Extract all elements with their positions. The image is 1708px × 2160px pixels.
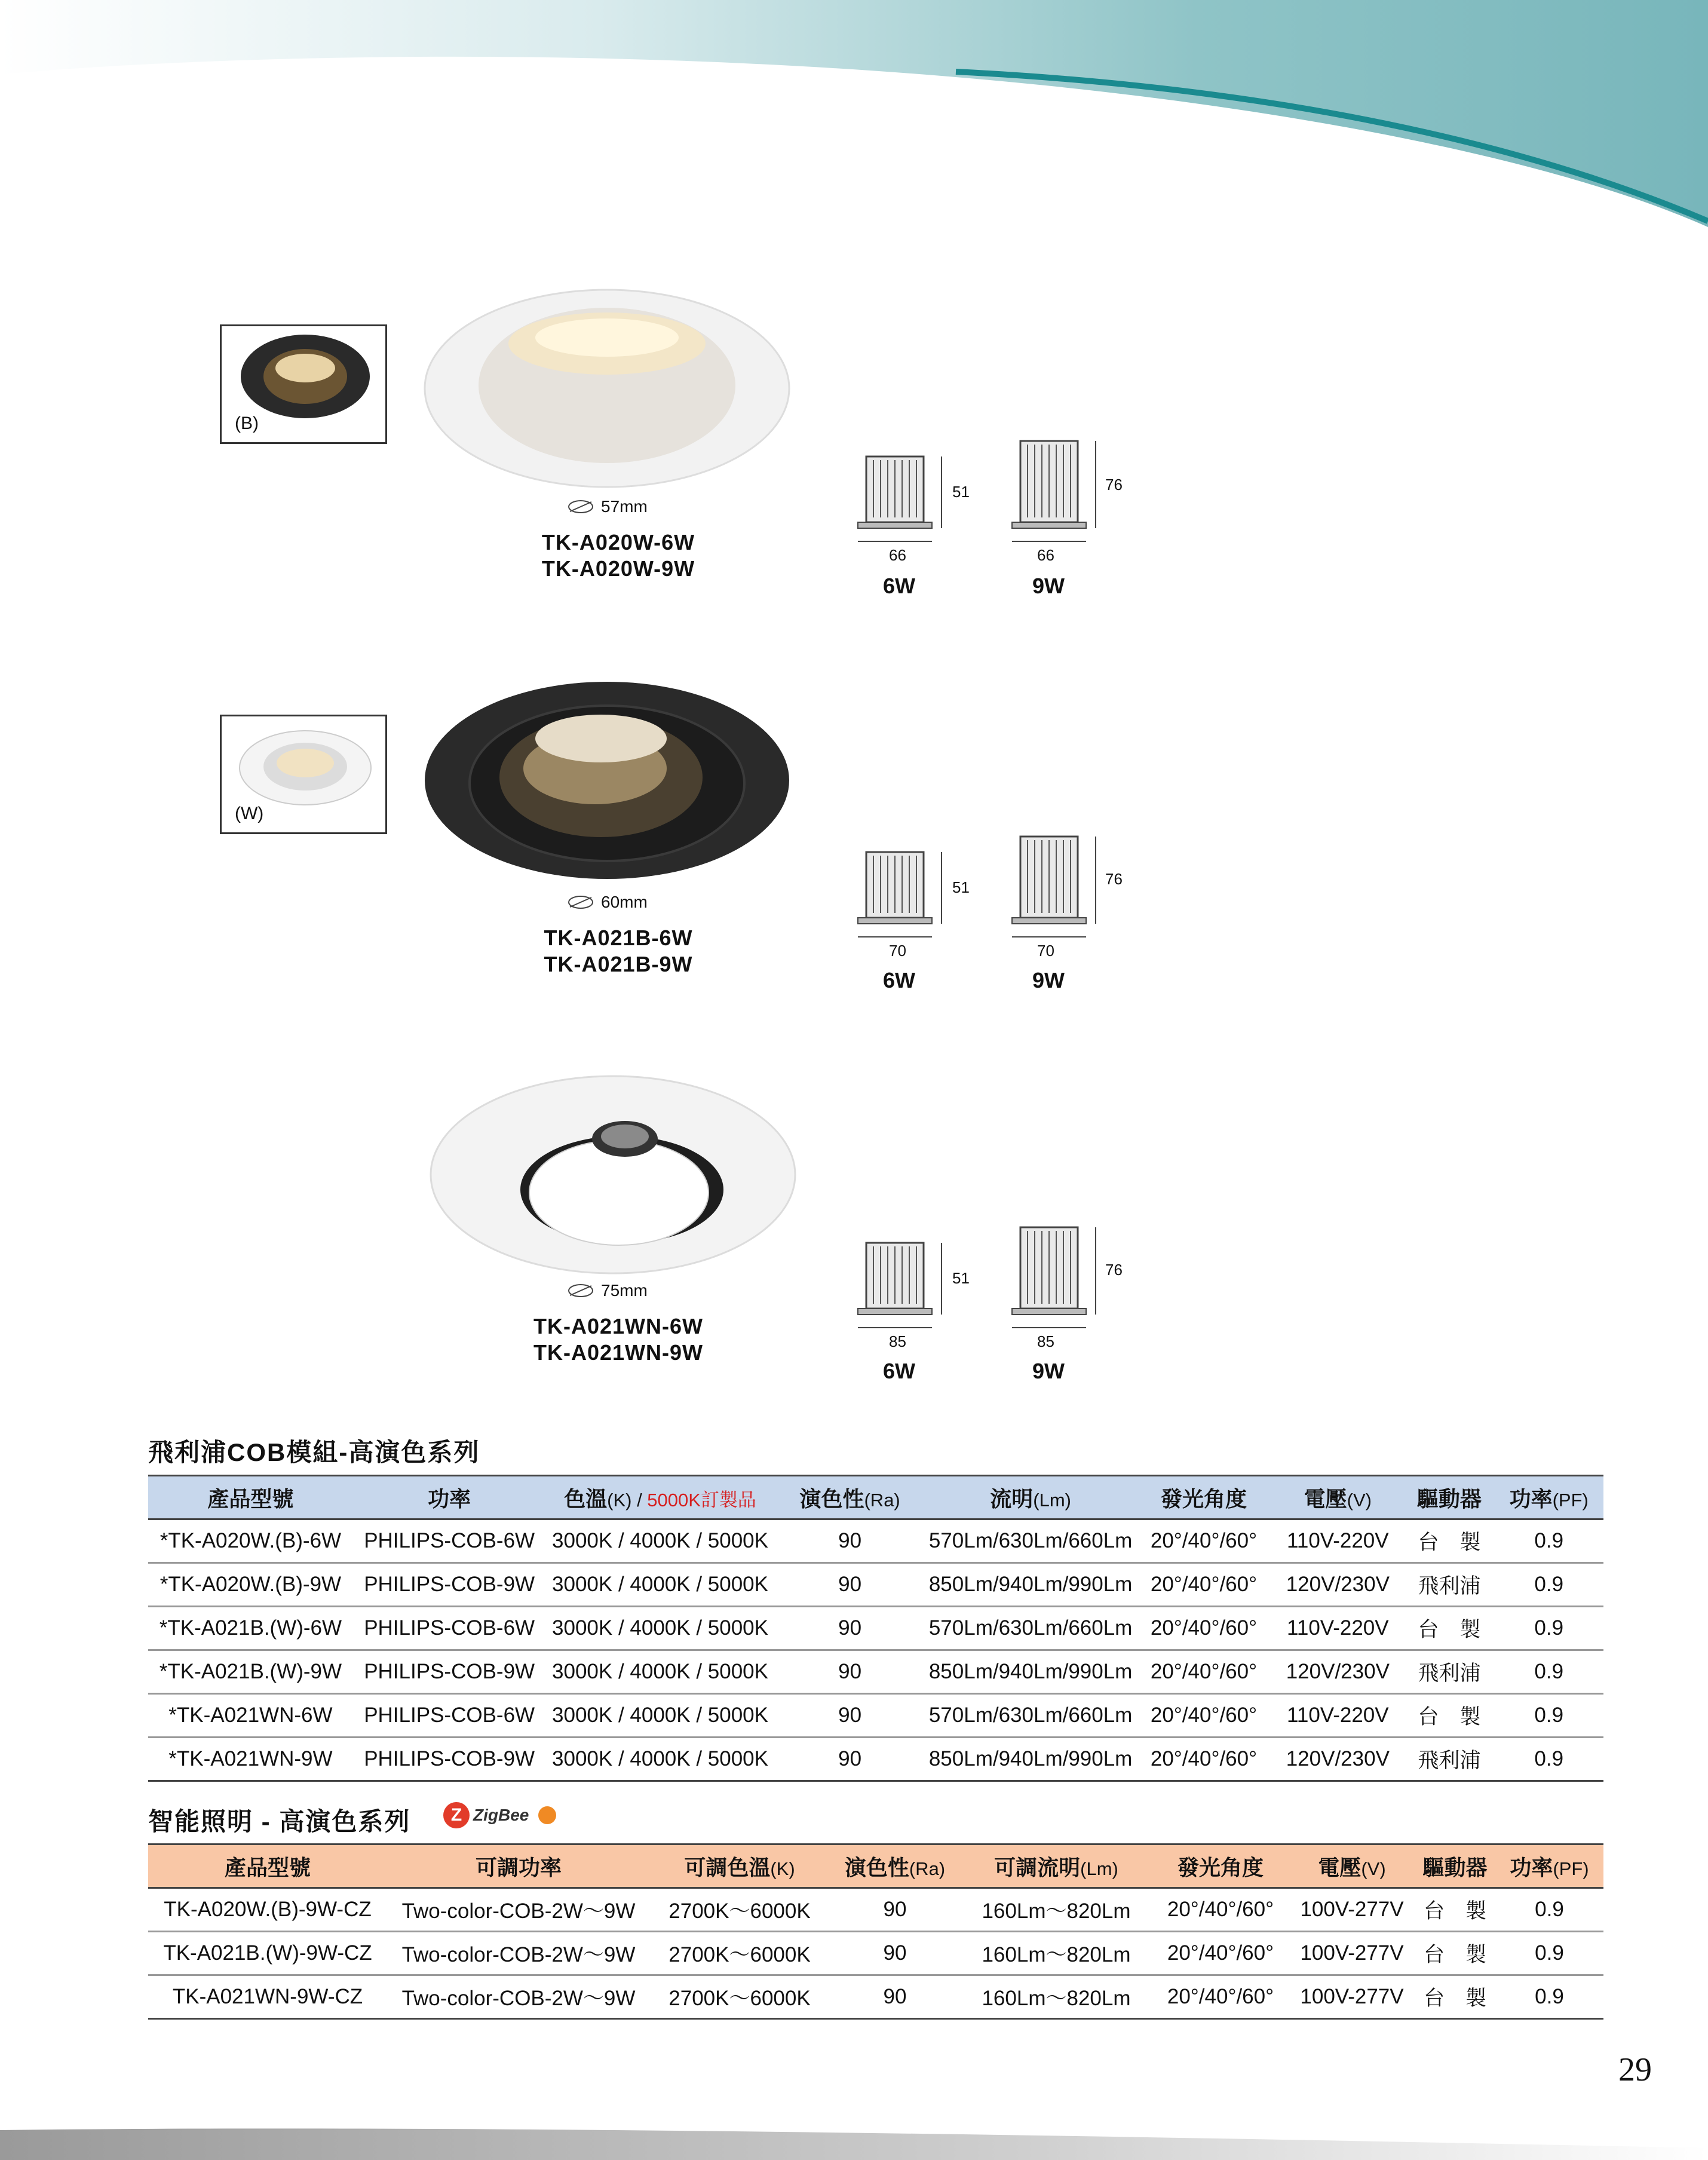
wattage-label: 6W [883, 968, 915, 992]
header-ra: 演色性(Ra) [775, 1476, 925, 1519]
white-downlight-image [422, 287, 792, 490]
black-gimbal-downlight-image [422, 679, 792, 882]
wattage-label: 9W [1032, 574, 1065, 598]
dimension-drawing-6w [853, 847, 967, 949]
header-pf: 功率(PF) [1495, 1845, 1603, 1888]
table-row: TK-A021WN-9W-CZ Two-color-COB-2W～9W 2700K～6000K 90 160Lm～820Lm 20°/40°/60° 100V-277V 台 製 0.9 [148, 1975, 1603, 2019]
table-row: *TK-A021WN-9W PHILIPS-COB-9W 3000K / 4000K / 5000K 90 850Lm/940Lm/990Lm 20°/40°/60° 120V/230V 飛利浦 0.9 [148, 1738, 1603, 1781]
wattage-label: 6W [883, 574, 915, 598]
header-lumen: 流明(Lm) [925, 1476, 1136, 1519]
table-row: *TK-A021B.(W)-9W PHILIPS-COB-9W 3000K / 4000K / 5000K 90 850Lm/940Lm/990Lm 20°/40°/60° 120V/230V 飛利浦 0.9 [148, 1650, 1603, 1694]
section-title: 智能照明 - 高演色系列 [148, 1807, 411, 1836]
footer-band-decoration [0, 2100, 1708, 2160]
wattage-label: 9W [1032, 1359, 1065, 1383]
header-angle: 發光角度 [1152, 1845, 1289, 1888]
height-value: 51 [952, 483, 970, 501]
header-angle: 發光角度 [1136, 1476, 1272, 1519]
table-row: TK-A020W.(B)-9W-CZ Two-color-COB-2W～9W 2700K～6000K 90 160Lm～820Lm 20°/40°/60° 100V-277V 台 製 0.9 [148, 1888, 1603, 1932]
table-row: *TK-A020W.(B)-6W PHILIPS-COB-6W 3000K / 4000K / 5000K 90 570Lm/630Lm/660Lm 20°/40°/60° 110V-220V 台 製 0.9 [148, 1519, 1603, 1563]
height-value: 76 [1105, 870, 1123, 888]
cutout-diameter: 75mm [601, 1281, 648, 1300]
header-ra: 演色性(Ra) [829, 1845, 961, 1888]
thumbnail-caption: (W) [235, 804, 264, 823]
dimension-drawing-6w [853, 1238, 967, 1340]
dimension-drawing-6w [853, 452, 967, 553]
header-model: 產品型號 [148, 1845, 387, 1888]
model-name: TK-A021B-6W [544, 926, 693, 950]
zigbee-logo: Z ZigBee [443, 1802, 556, 1828]
certification-icon [538, 1806, 556, 1824]
model-name: TK-A021WN-6W [533, 1314, 703, 1338]
model-name: TK-A020W-6W [541, 530, 695, 554]
width-value: 70 [1037, 942, 1054, 960]
height-value: 76 [1105, 1261, 1123, 1279]
model-name: TK-A021WN-9W [533, 1340, 703, 1365]
header-driver: 驅動器 [1415, 1845, 1495, 1888]
custom-order-note: 5000K訂製品 [647, 1489, 756, 1511]
header-lumen: 可調流明(Lm) [961, 1845, 1152, 1888]
header-wave-decoration [0, 0, 1708, 263]
width-value: 66 [1037, 546, 1054, 564]
dimension-drawing-9w [1007, 436, 1121, 553]
model-name: TK-A020W-9W [541, 556, 695, 581]
spec-table-smart [148, 1843, 1603, 2020]
spec-table-philips [148, 1475, 1603, 1782]
header-power: 功率 [353, 1476, 546, 1519]
width-value: 85 [1037, 1332, 1054, 1350]
zigbee-icon: Z [443, 1802, 470, 1828]
diameter-icon [568, 895, 594, 909]
variant-thumbnail [220, 715, 387, 834]
width-value: 85 [889, 1332, 906, 1350]
cutout-diameter: 60mm [601, 893, 648, 911]
header-cct: 色溫(K) / 5000K訂製品 [545, 1476, 774, 1519]
width-value: 70 [889, 942, 906, 960]
variant-thumbnail [220, 324, 387, 444]
diameter-icon [568, 500, 594, 514]
cutout-diameter: 57mm [601, 497, 648, 516]
header-voltage: 電壓(V) [1289, 1845, 1415, 1888]
table-row: *TK-A021B.(W)-6W PHILIPS-COB-6W 3000K / 4000K / 5000K 90 570Lm/630Lm/660Lm 20°/40°/60° 110V-220V 台 製 0.9 [148, 1607, 1603, 1650]
thumbnail-caption: (B) [235, 413, 259, 433]
header-power: 可調功率 [387, 1845, 650, 1888]
table-row: TK-A021B.(W)-9W-CZ Two-color-COB-2W～9W 2700K～6000K 90 160Lm～820Lm 20°/40°/60° 100V-277V 台 製 0.9 [148, 1932, 1603, 1975]
wattage-label: 6W [883, 1359, 915, 1383]
dimension-drawing-9w [1007, 1223, 1121, 1340]
wattage-label: 9W [1032, 968, 1065, 992]
height-value: 76 [1105, 476, 1123, 494]
width-value: 66 [889, 546, 906, 564]
header-driver: 驅動器 [1404, 1476, 1494, 1519]
header-model: 產品型號 [148, 1476, 353, 1519]
table-row: *TK-A021WN-6W PHILIPS-COB-6W 3000K / 4000K / 5000K 90 570Lm/630Lm/660Lm 20°/40°/60° 110V-220V 台 製 0.9 [148, 1694, 1603, 1738]
diameter-icon [568, 1283, 594, 1298]
height-value: 51 [952, 878, 970, 896]
height-value: 51 [952, 1269, 970, 1287]
dimension-drawing-9w [1007, 832, 1121, 949]
section-title: 飛利浦COB模組-高演色系列 [148, 1438, 480, 1466]
header-voltage: 電壓(V) [1271, 1476, 1404, 1519]
table-row: *TK-A020W.(B)-9W PHILIPS-COB-9W 3000K / 4000K / 5000K 90 850Lm/940Lm/990Lm 20°/40°/60° 120V/230V 飛利浦 0.9 [148, 1563, 1603, 1607]
header-pf: 功率(PF) [1494, 1476, 1603, 1519]
white-adjustable-downlight-image [428, 1073, 798, 1276]
page-number: 29 [1618, 2051, 1652, 2088]
model-name: TK-A021B-9W [544, 952, 693, 976]
header-cct: 可調色溫(K) [650, 1845, 829, 1888]
